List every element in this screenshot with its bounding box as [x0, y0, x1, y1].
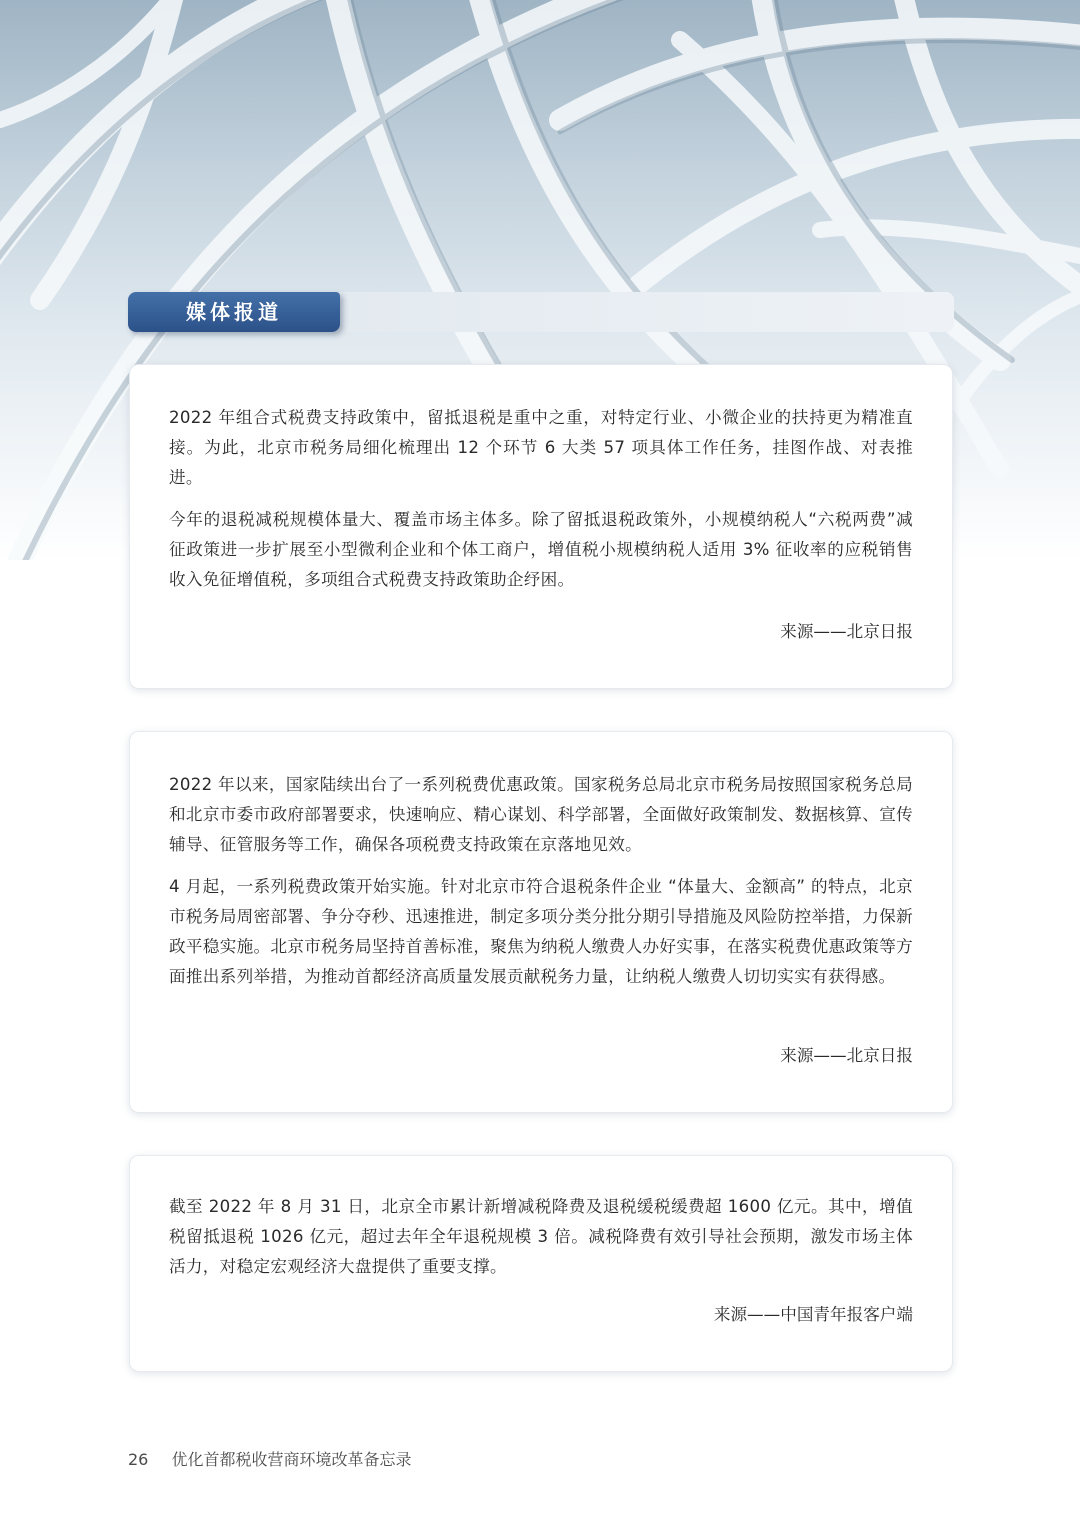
news-card — [129, 731, 953, 1113]
book-title: 优化首都税收营商环境改革备忘录 — [171, 1450, 412, 1469]
article-paragraph: 4 月起，一系列税费政策开始实施。针对北京市符合退税条件企业 “体量大、金额高” 的特点，北京市税务局周密部署、争分夺秒、迅速推进，制定多项分类分批分期引导措施及风险防控举措，力保新政平稳实施。北京市税务局坚持首善标准，聚焦为纳税人缴费人办好实事，在落实税费优惠政策等方面推出系列举措，为推动首都经济高质量发展贡献税务力量，让纳税人缴费人切切实实有获得感。 — [169, 877, 913, 986]
article-paragraph: 2022 年组合式税费支持政策中，留抵退税是重中之重，对特定行业、小微企业的扶持更为精准直接。为此，北京市税务局细化梳理出 12 个环节 6 大类 57 项具体工作任务，挂图作战、对表推进。 — [169, 408, 913, 487]
article-paragraph: 截至 2022 年 8 月 31 日，北京全市累计新增减税降费及退税缓税缓费超 1600 亿元。其中，增值税留抵退税 1026 亿元，超过去年全年退税规模 3 倍。减税降费有效引导社会预期，激发市场主体活力，对稳定宏观经济大盘提供了重要支撑。 — [169, 1197, 913, 1276]
article-paragraph: 今年的退税减税规模体量大、覆盖市场主体多。除了留抵退税政策外，小规模纳税人“六税两费”减征政策进一步扩展至小型微利企业和个体工商户，增值税小规模纳税人适用 3% 征收率的应税销售收入免征增值税，多项组合式税费支持政策助企纾困。 — [169, 510, 913, 589]
page-number: 26 — [128, 1450, 149, 1469]
news-card — [129, 364, 953, 689]
news-card — [129, 1155, 953, 1372]
article-source: 来源——北京日报 — [780, 622, 913, 641]
article-source: 来源——北京日报 — [780, 1046, 913, 1065]
article-paragraph: 2022 年以来，国家陆续出台了一系列税费优惠政策。国家税务总局北京市税务局按照国家税务总局和北京市委市政府部署要求，快速响应、精心谋划、科学部署，全面做好政策制发、数据核算、宣传辅导、征管服务等工作，确保各项税费支持政策在京落地见效。 — [169, 775, 913, 854]
page-footer — [128, 1448, 411, 1472]
section-title: 媒体报道 — [186, 300, 282, 324]
article-source: 来源——中国青年报客户端 — [713, 1305, 913, 1324]
section-header — [128, 292, 954, 332]
